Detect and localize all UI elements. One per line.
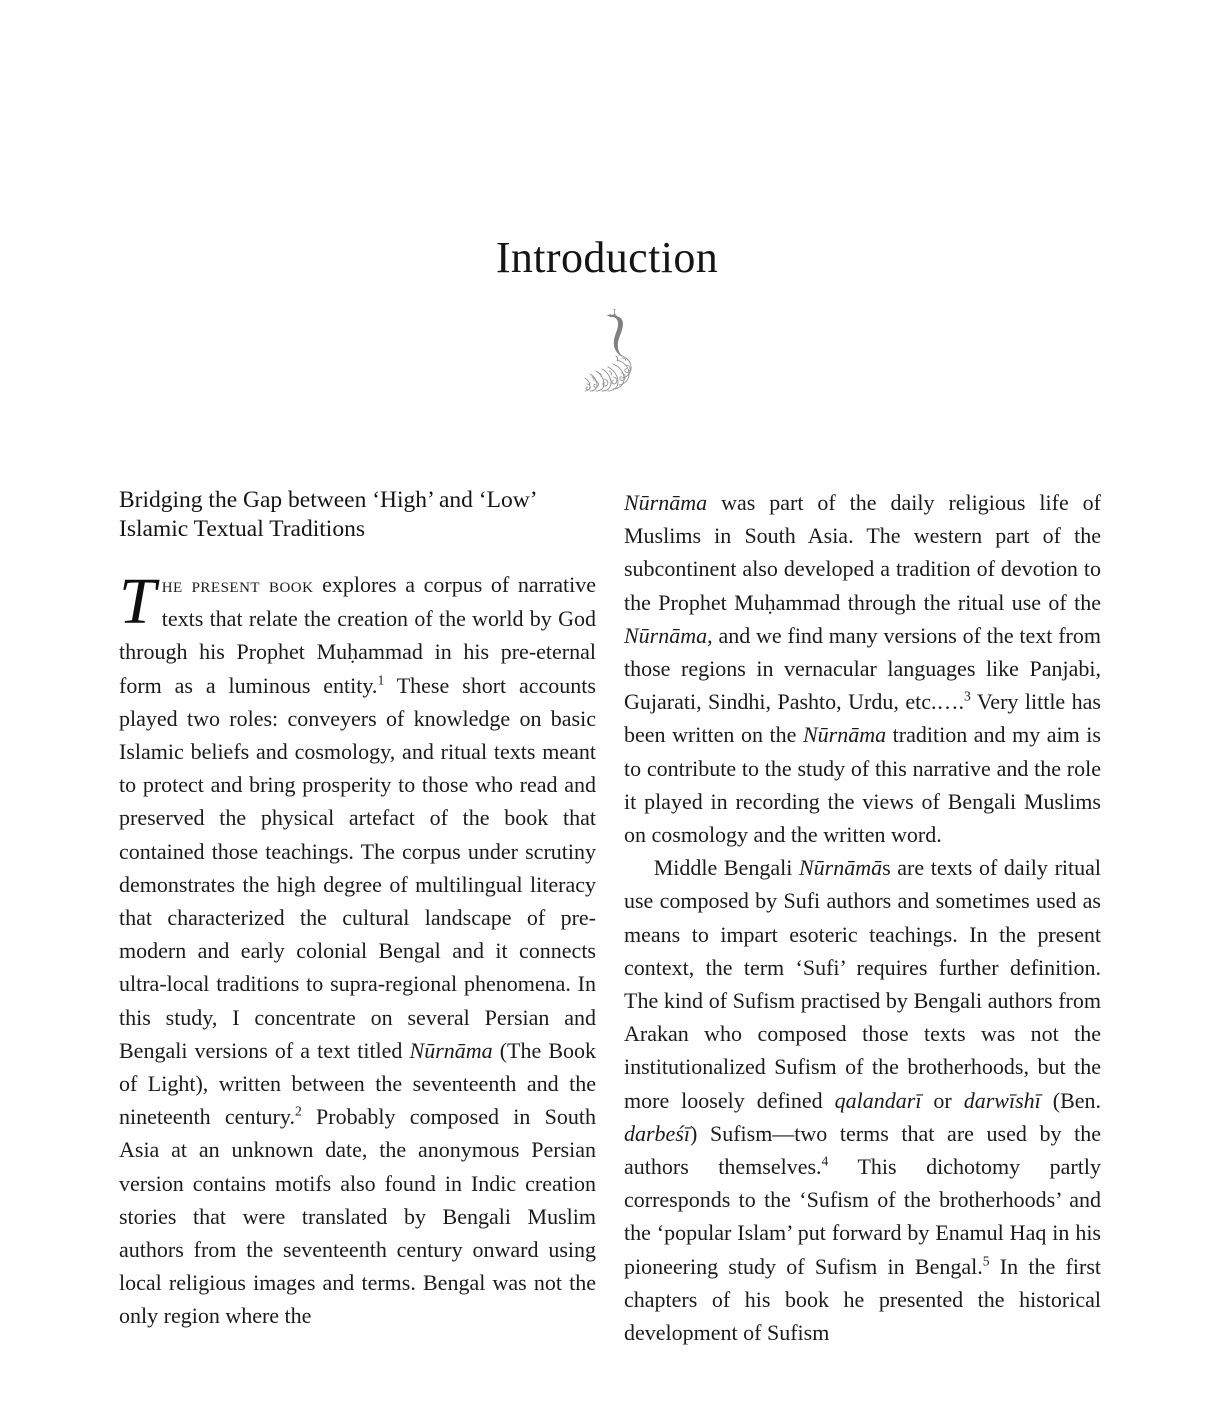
italic-title: Nūrnāma [624, 490, 708, 515]
paragraph-text: In the first chapters of his book he presented the historical development of Sufism [624, 1253, 1101, 1346]
italic-title: Nūrnāma [409, 1037, 493, 1063]
paragraph-text: ) Sufism—two terms that are used by the authors themselves. [624, 1120, 1101, 1180]
paragraph-text: Middle Bengali [653, 855, 799, 881]
peacock-ornament [0, 305, 1214, 400]
left-column [119, 486, 596, 1329]
footnote-marker-4: 4 [821, 1153, 829, 1169]
italic-term: darwīshī [963, 1087, 1041, 1113]
footnote-marker-5: 5 [982, 1253, 990, 1269]
italic-term: qalandarī [834, 1087, 922, 1113]
section-heading-line-1: Bridging the Gap between ‘High’ and ‘Low’ [119, 487, 538, 513]
section-heading-line-2: Islamic Textual Traditions [119, 515, 365, 542]
italic-title: Nūrnāma [802, 722, 887, 748]
body-columns [119, 486, 1102, 1346]
paragraph-text: (The Book of Light), written between the seventeenth and the nineteenth century. [119, 1037, 596, 1130]
footnote-marker-2: 2 [294, 1103, 302, 1119]
drop-cap-letter: T [119, 565, 156, 638]
paragraph-text: tradition and my aim is to contribute to the study of this narrative and the role it played in recording the views of Bengali Muslims on cosmology and the written word. [624, 722, 1101, 848]
section-heading [119, 486, 596, 543]
italic-term: darbeśī [624, 1120, 690, 1146]
small-caps-opening: he present book [161, 573, 314, 597]
paragraph-text: (Ben. [1040, 1087, 1102, 1113]
page-title: Introduction [495, 233, 719, 283]
paragraph-text: s are texts of daily ritual use composed by Sufi authors and sometimes used as means to impart esoteric teachings. In the present context, the term ‘Sufi’ requires further definition. The kind of Sufism practised by Bengali authors from Arakan who composed those texts was not the institutionalized Sufism of the brotherhoods, but the more loosely defined [624, 855, 1101, 1113]
paragraph-text: Very little has been written on the [624, 689, 1101, 748]
italic-title: Nūrnāmā [798, 855, 883, 881]
paragraph-text: This dichotomy partly corresponds to the ‘Sufism of the brotherhoods’ and the ‘popular Islam’ put forward by Enamul Haq in his pioneering study of Sufism in Bengal. [624, 1154, 1101, 1279]
paragraph-text: , and we find many versions of the text from those regions in vernacular languages like Panjabi, Gujarati, Sindhi, Pashto, Urdu, etc.…. [624, 622, 1101, 715]
footnote-marker-3: 3 [963, 688, 971, 704]
paragraph-right-1 [624, 486, 1101, 851]
paragraph-right-2 [624, 851, 1101, 1349]
paragraph-text: These short accounts played two roles: conveyers of knowledge on basic Islamic beliefs and cosmology, and ritual texts meant to protect and bring prosperity to those who read and preserved the physical artefact of the book that contained those teachings. The corpus under scrutiny demonstrates the high degree of multilingual literacy that characterized the cultural landscape of pre-modern and early colonial Bengal and it connects ultra-local traditions to supra-regional phenomena. In this study, I concentrate on several Persian and Bengali versions of a text titled [119, 672, 596, 1063]
paragraph-text: was part of the daily religious life of Muslims in South Asia. The western part of the subcontinent also developed a tradition of devotion to the Prophet Muḥammad through the ritual use of the [624, 490, 1101, 615]
paragraph-text: explores a corpus of narrative texts that relate the creation of the world by God through his Prophet Muḥammad in his pre-eternal form as a luminous entity. [119, 572, 596, 698]
paragraph-text: Probably composed in South Asia at an unknown date, the anonymous Persian version contains motifs also found in Indic creation stories that were translated by Bengali Muslim authors from the seventeenth century onward using local religious images and terms. Bengal was not the only region where the [119, 1104, 596, 1329]
footnote-marker-1: 1 [377, 672, 385, 688]
paragraph-left-1 [119, 565, 596, 1333]
paragraph-text: or [921, 1087, 964, 1113]
italic-title: Nūrnāma [624, 622, 708, 648]
right-column [624, 486, 1102, 1346]
